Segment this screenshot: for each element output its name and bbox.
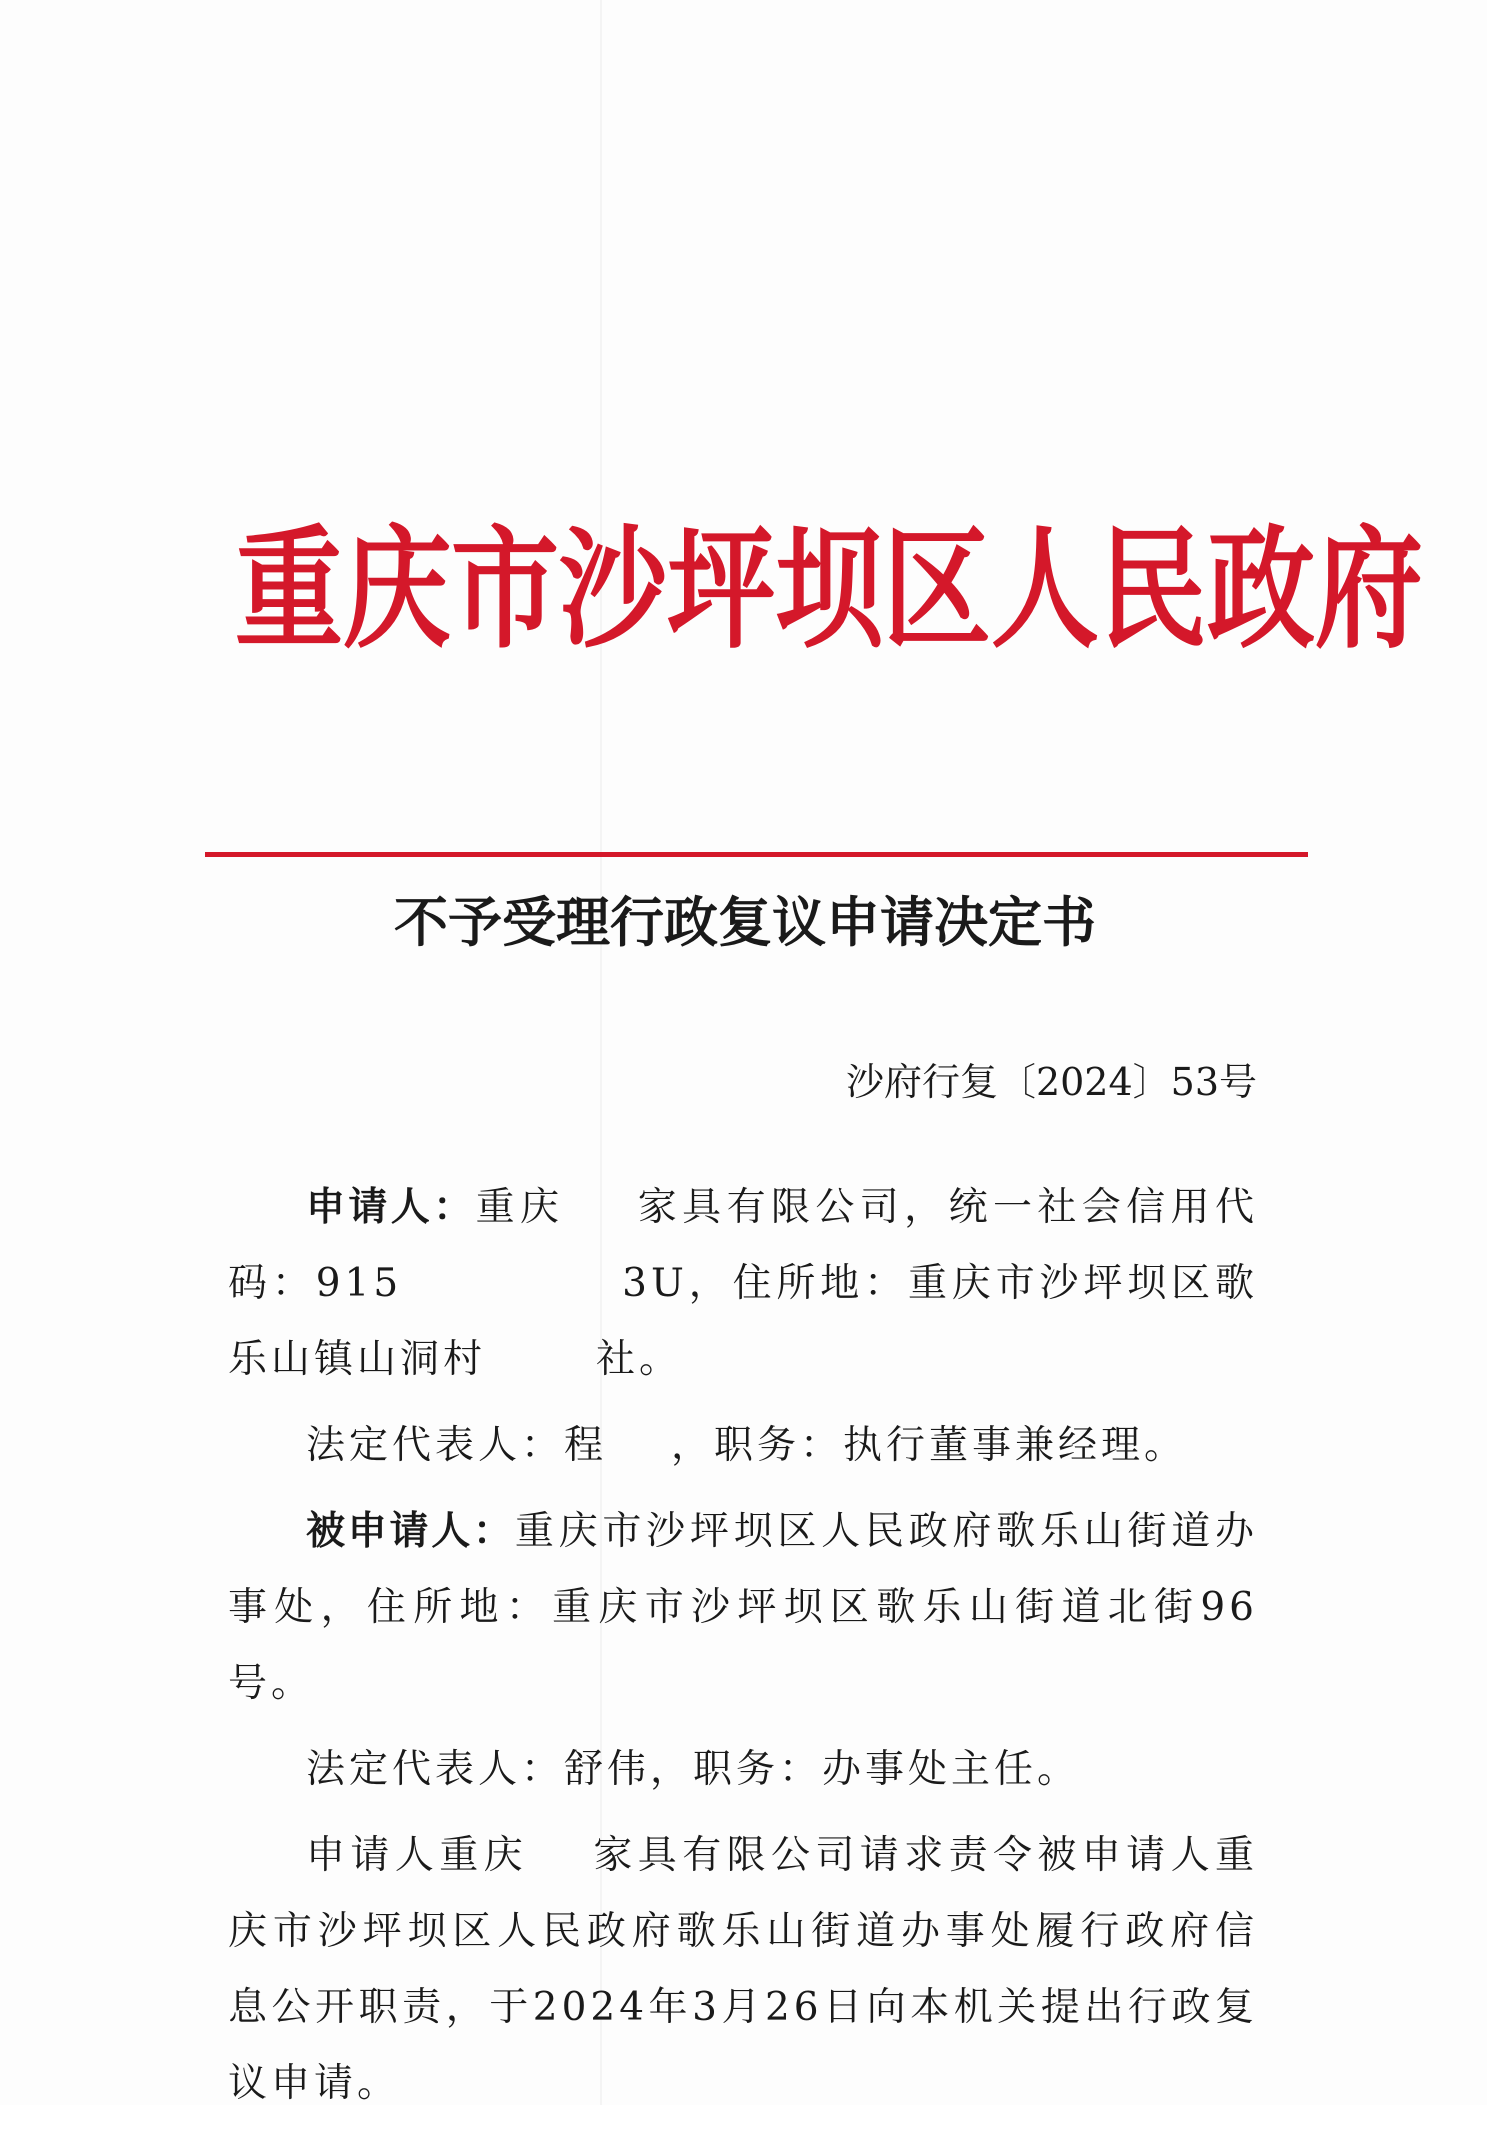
request-text: 家具有限公司请求责令被申请人重庆市沙坪坝区人民政府歌乐山街道办事处履行政府信息公开职责，于2024年3月26日向本机关提出行政复议申请。 (228, 1833, 1258, 2106)
request-paragraph (228, 1818, 1258, 2122)
request-start: 申请人重庆 (306, 1833, 528, 1878)
credit-code-start: 915 (315, 1261, 403, 1306)
red-separator-line (205, 852, 1308, 857)
applicant-rep-position: ，职务：执行董事兼经理。 (671, 1423, 1188, 1468)
applicant-rep-label: 法定代表人： (306, 1423, 565, 1468)
document-title: 不予受理行政复议申请决定书 (394, 890, 1096, 954)
credit-code-end-address: 3U，住所地：重庆市沙坪坝区歌乐山镇山洞村 (228, 1261, 1258, 1382)
applicant-name-end: 家具有限公司，统一社会信用代码： (228, 1185, 1258, 1306)
document-number: 沙府行复〔2024〕53号 (845, 1060, 1257, 1104)
applicant-representative-paragraph (228, 1408, 1258, 1484)
applicant-rep-name: 程 (564, 1423, 608, 1468)
respondent-paragraph (228, 1494, 1258, 1722)
address-end: 社。 (596, 1337, 683, 1382)
respondent-text: 重庆市沙坪坝区人民政府歌乐山街道办事处，住所地：重庆市沙坪坝区歌乐山街道北街96号。 (228, 1509, 1258, 1706)
applicant-name-start: 重庆 (475, 1185, 565, 1230)
applicant-paragraph (228, 1170, 1258, 1398)
applicant-label: 申请人： (306, 1185, 476, 1230)
issuing-authority-masthead: 重庆市沙坪坝区人民政府 (235, 513, 1424, 667)
document-body (228, 1170, 1258, 2132)
respondent-representative-paragraph: 法定代表人：舒伟，职务：办事处主任。 (306, 1747, 1081, 1792)
respondent-label: 被申请人： (306, 1509, 515, 1554)
